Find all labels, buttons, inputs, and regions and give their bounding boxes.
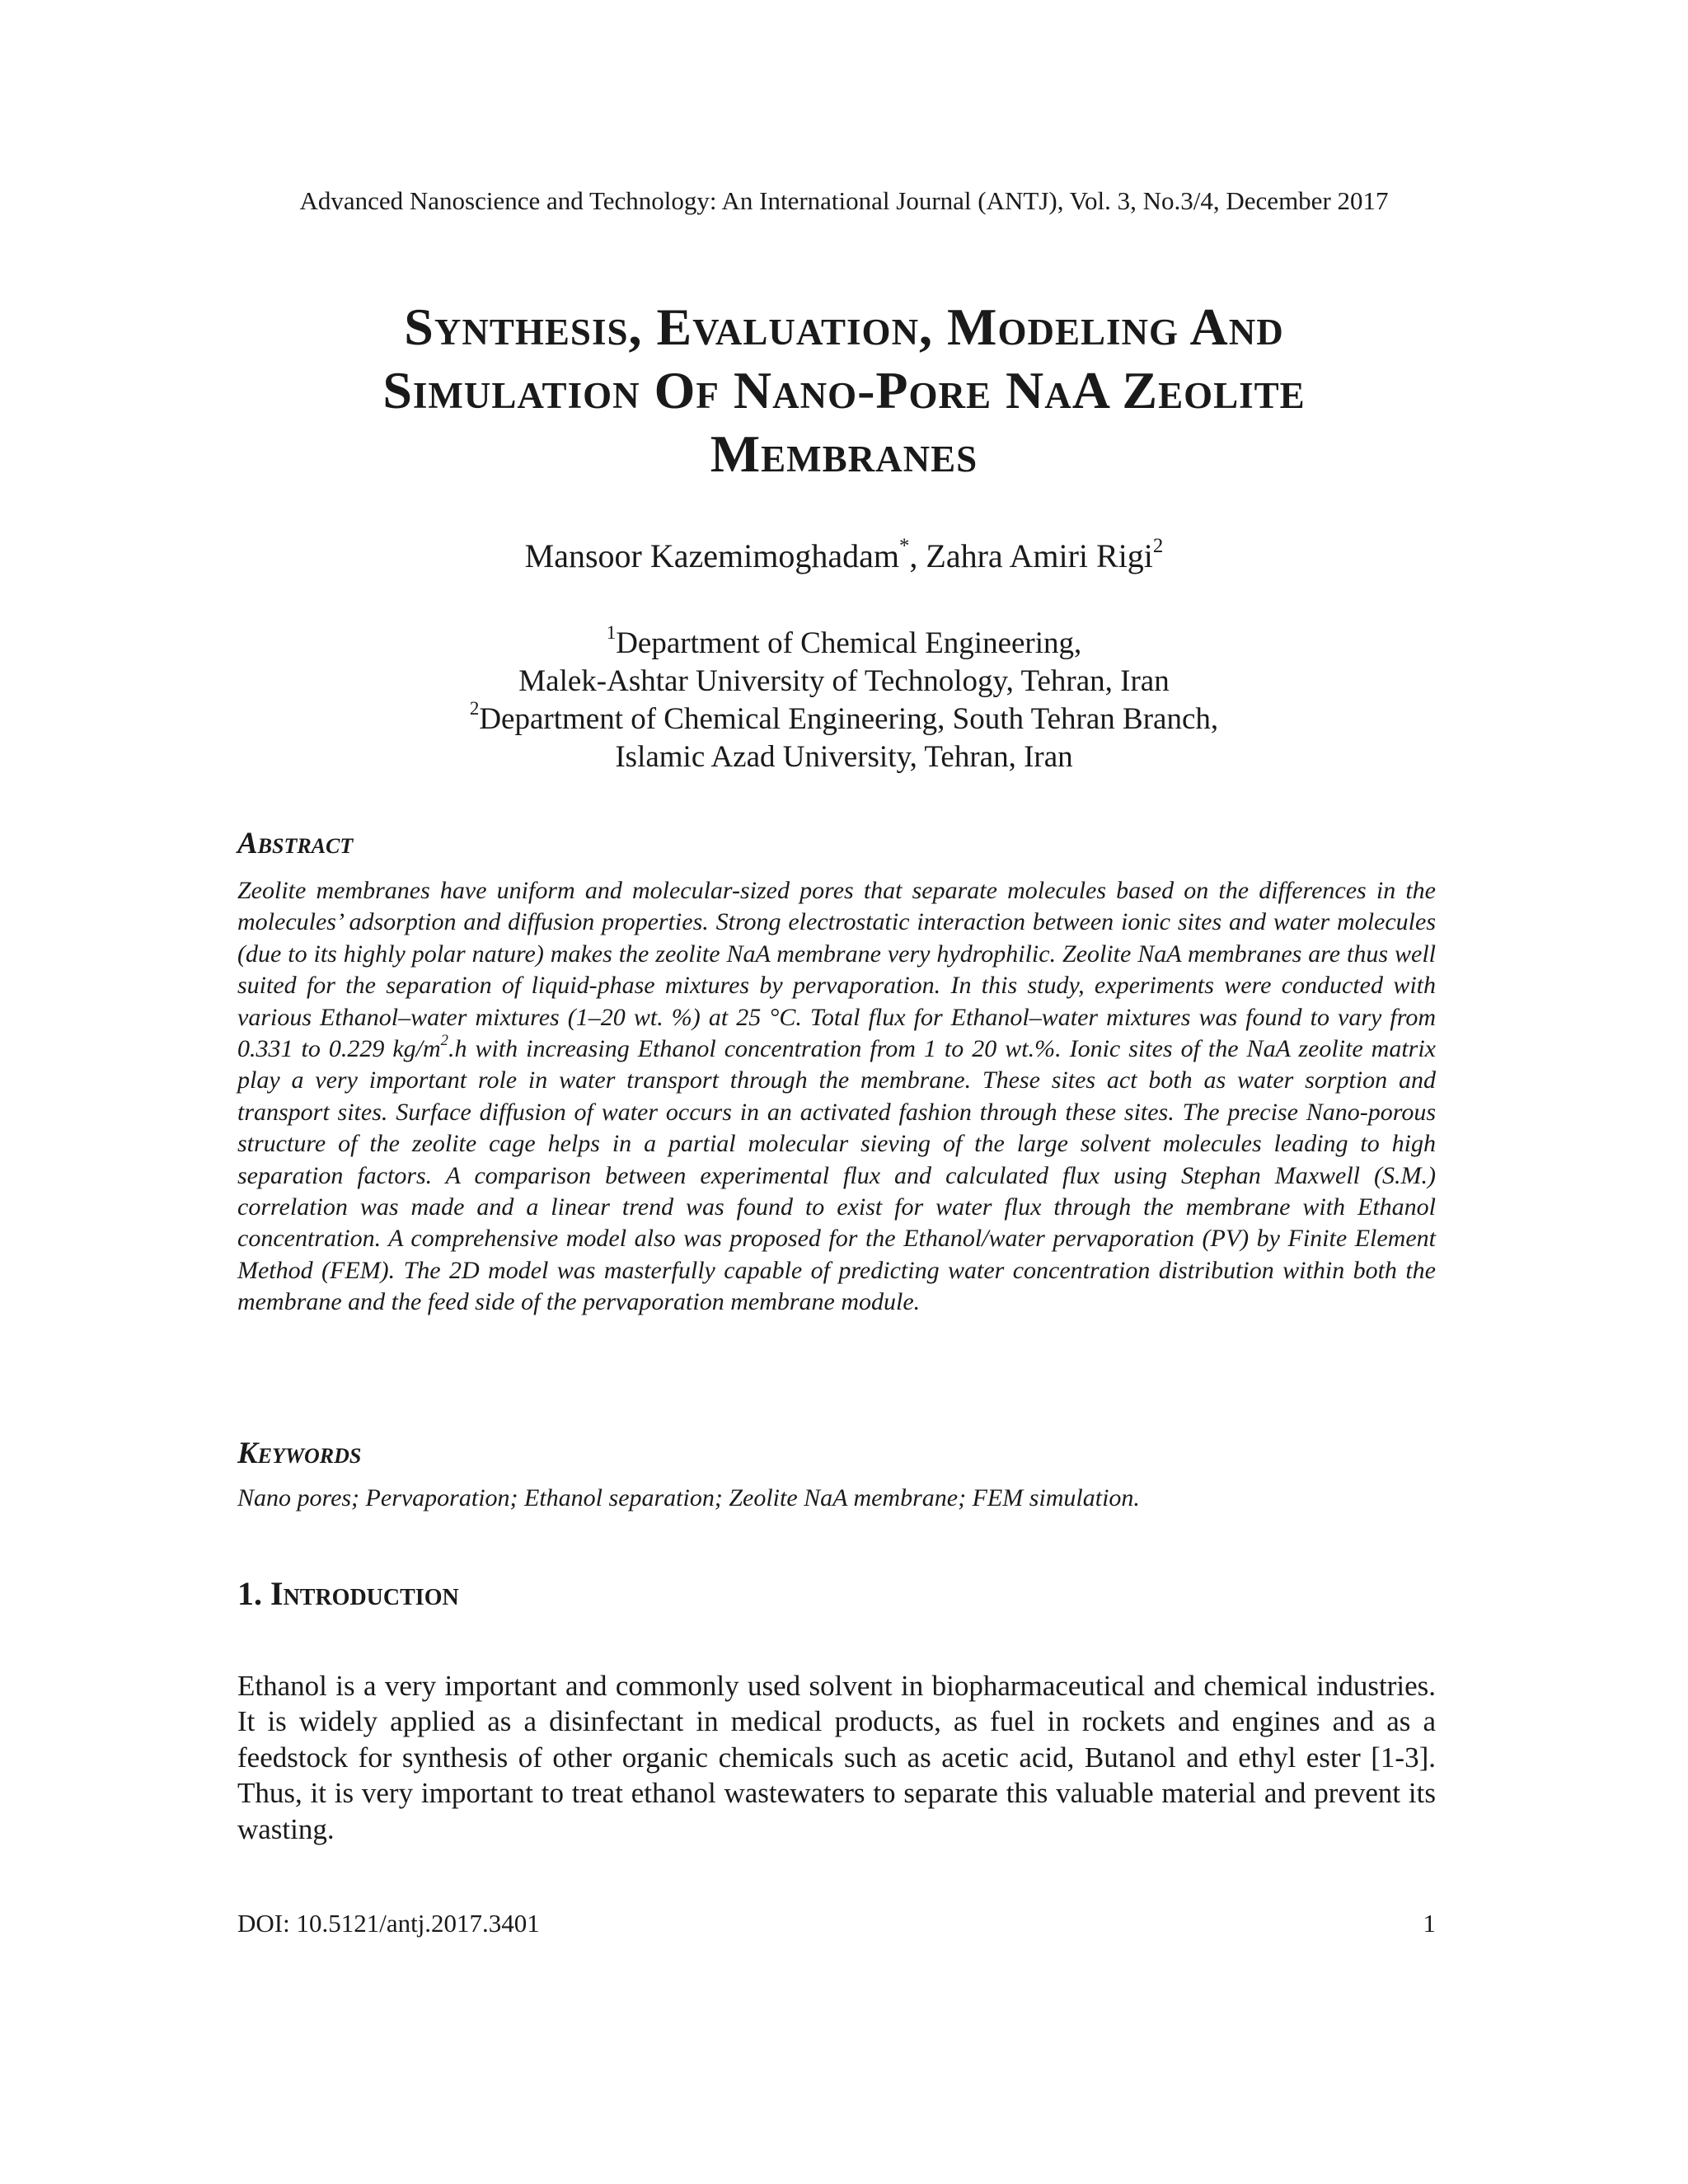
affiliation-text: Department of Chemical Engineering,: [616, 626, 1082, 660]
author-mark: 2: [1152, 534, 1164, 557]
paper-title-line: Simulation Of Nano-Pore NaA Zeolite: [382, 361, 1306, 419]
abstract-text-part: .h with increasing Ethanol concentration from 1 to 20 wt.%. Ionic sites of the NaA zeolite matrix play a very important role in water transport through the membrane. These sites act both as water sorption and transport sites. Surface diffusion of water occurs in an activated fashion through these sites. The precise Nano-porous structure of the zeolite cage helps in a partial molecular sieving of the large solvent molecules leading to high separation factors. A comparison between experimental flux and calculated flux using Stephan Maxwell (S.M.) correlation was made and a linear trend was found to exist for water flux through the membrane with Ethanol concentration. A comprehensive model also was proposed for the Ethanol/water pervaporation (PV) by Finite Element Method (FEM). The 2D model was masterfully capable of predicting water concentration distribution within both the membrane and the feed side of the pervaporation membrane module.: [237, 1035, 1436, 1316]
affiliation-line: Islamic Azad University, Tehran, Iran: [615, 740, 1073, 774]
introduction-heading: 1. Introduction: [237, 1575, 459, 1612]
affiliation-mark: 2: [469, 698, 480, 719]
page-number: 1: [1423, 1909, 1436, 1938]
author-separator: ,: [909, 537, 926, 574]
keywords-heading: Keywords: [237, 1436, 362, 1470]
author-name: Zahra Amiri Rigi: [926, 537, 1153, 574]
affiliations: [0, 622, 1688, 776]
paper-title-line: Synthesis, Evaluation, Modeling And: [404, 298, 1284, 356]
introduction-text: Ethanol is a very important and commonly used solvent in biopharmaceutical and chemical industries. It is widely applied as a disinfectant in medical products, as fuel in rockets and engines and as a feedstock for synthesis of other organic chemicals such as acetic acid, Butanol and ethyl ester [1-3]. Thus, it is very important to treat ethanol wastewaters to separate this valuable material and prevent its wasting.: [237, 1670, 1436, 1845]
affiliation-line: [0, 698, 1688, 738]
abstract-text: [237, 875, 1436, 1319]
affiliation-text: Department of Chemical Engineering, South Tehran Branch,: [479, 702, 1219, 736]
affiliation-mark: 1: [606, 622, 617, 644]
footer-doi: DOI: 10.5121/antj.2017.3401: [237, 1909, 540, 1938]
author-list: [0, 536, 1688, 577]
abstract-text-part: Zeolite membranes have uniform and molecular-sized pores that separate molecules based on the differences in the molecules’ adsorption and diffusion properties. Strong electrostatic interaction between ionic sites and water molecules (due to its highly polar nature) makes the zeolite NaA membrane very hydrophilic. Zeolite NaA membranes are thus well suited for the separation of liquid-phase mixtures by pervaporation. In this study, experiments were conducted with various Ethanol–water mixtures (1–20 wt. %) at 25 °C. Total flux for Ethanol–water mixtures was found to vary from 0.331 to 0.229 kg/m: [237, 877, 1436, 1063]
abstract-superscript: 2: [440, 1032, 448, 1050]
keywords-text: Nano pores; Pervaporation; Ethanol separation; Zeolite NaA membrane; FEM simulation.: [237, 1484, 1140, 1511]
affiliation-line: Malek-Ashtar University of Technology, Tehran, Iran: [518, 664, 1170, 698]
paper-title: [198, 295, 1490, 485]
running-header: Advanced Nanoscience and Technology: An International Journal (ANTJ), Vol. 3, No.3/4, December 2017: [299, 186, 1389, 215]
author-name: Mansoor Kazemimoghadam: [524, 537, 899, 574]
affiliation-line: [0, 622, 1688, 663]
paper-title-line: Membranes: [710, 424, 978, 483]
abstract-heading: Abstract: [237, 827, 354, 860]
author-mark: *: [899, 534, 910, 557]
